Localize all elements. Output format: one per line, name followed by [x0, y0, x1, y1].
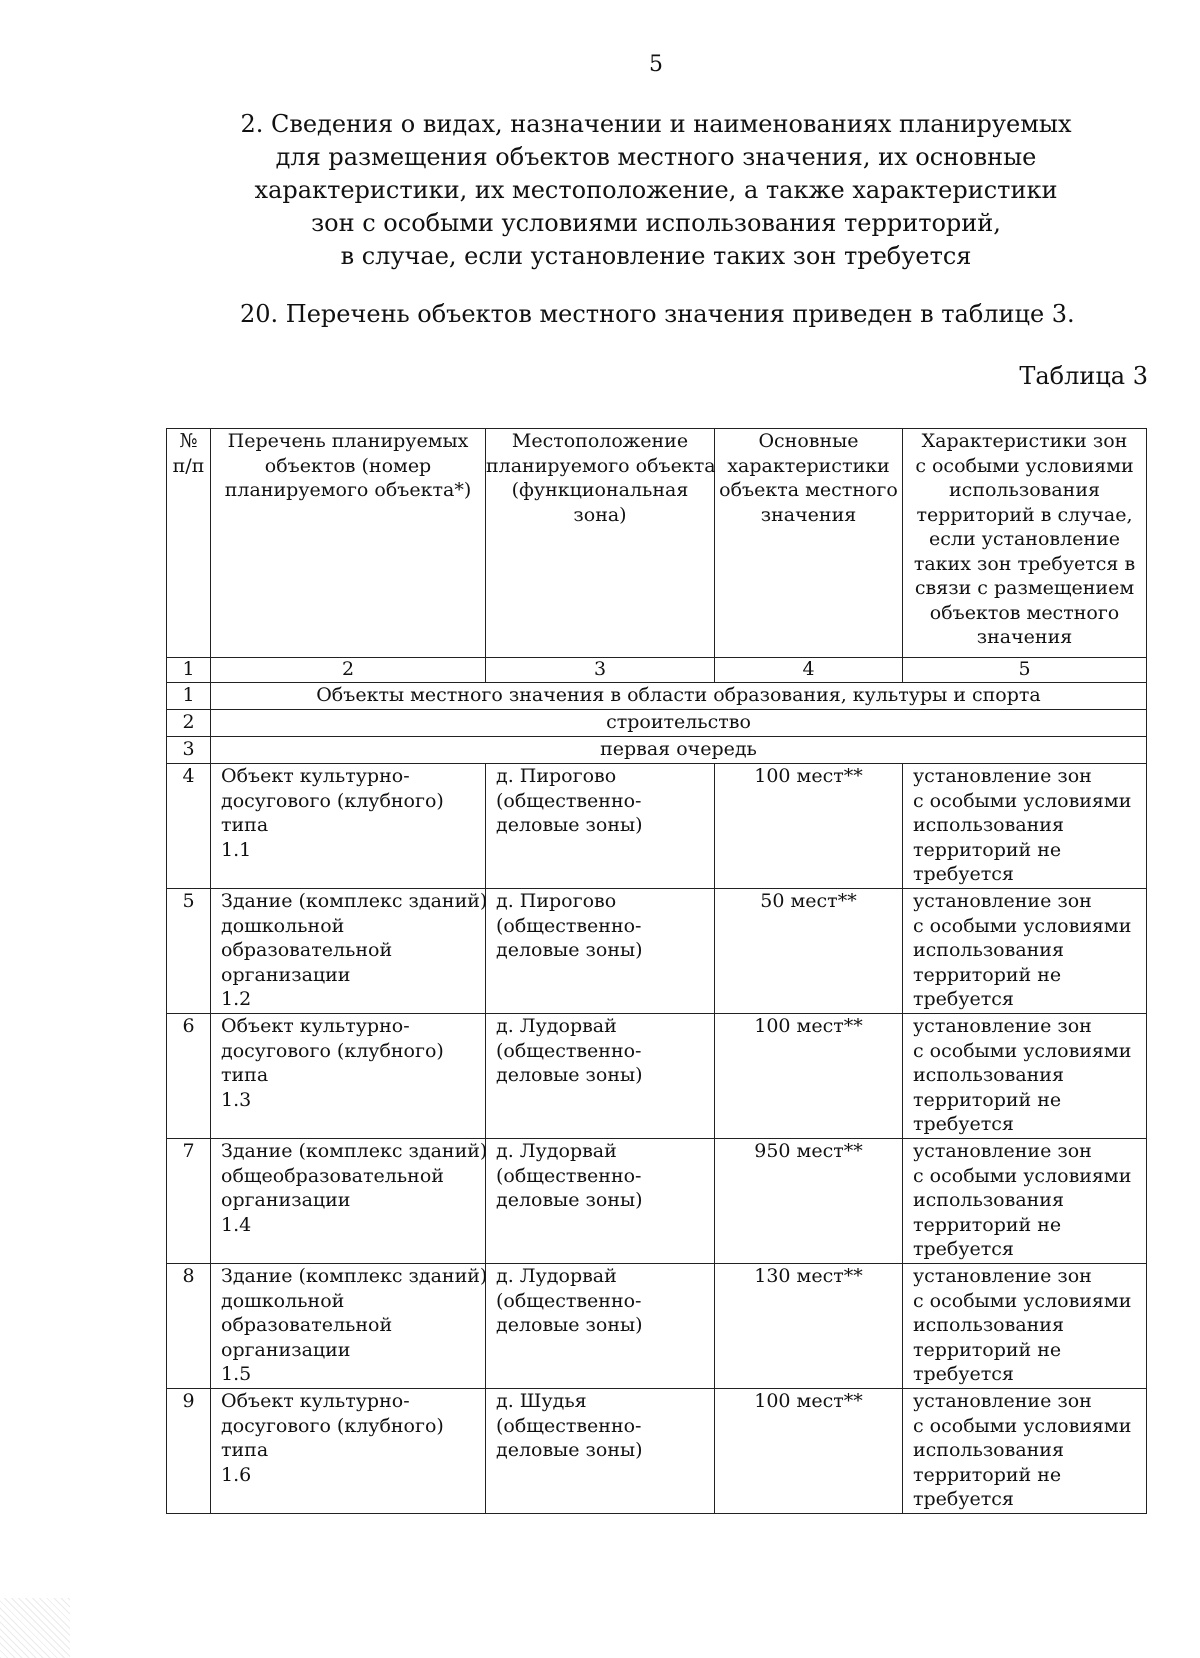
row-number: 6: [167, 1014, 211, 1139]
zone-cell: [903, 1139, 1147, 1264]
object-cell: [211, 1014, 486, 1139]
header-line: Перечень планируемых: [227, 430, 469, 452]
location-cell: [486, 889, 715, 1014]
cell-line: использования: [913, 1189, 1064, 1211]
group-row: [167, 737, 1147, 764]
header-line: зона): [573, 503, 627, 526]
section-title-line: в случае, если установление таких зон требуется: [340, 242, 972, 270]
cell-line: использования: [913, 939, 1064, 961]
column-number: 4: [715, 658, 903, 683]
header-line: п/п: [172, 454, 205, 477]
header-line: территорий в случае,: [916, 503, 1133, 526]
zone-cell: [903, 1389, 1147, 1514]
characteristic-cell: 950 мест**: [715, 1139, 903, 1264]
cell-line: требуется: [913, 1363, 1014, 1385]
column-number: 5: [903, 658, 1147, 683]
header-line: (функциональная: [511, 479, 689, 501]
cell-line: д. Лудорвай: [496, 1015, 617, 1037]
cell-line: территорий не: [913, 1338, 1062, 1361]
object-cell: [211, 1389, 486, 1514]
section-title-line: характеристики, их местоположение, а также характеристики: [254, 176, 1058, 204]
header-num: [167, 429, 211, 658]
zone-cell: [903, 889, 1147, 1014]
row-number: 4: [167, 764, 211, 889]
section-title: [200, 108, 1112, 273]
table-row: [167, 1139, 1147, 1264]
cell-line: установление зон: [913, 1140, 1092, 1162]
cell-line: Здание (комплекс зданий): [221, 1140, 488, 1162]
header-line: объекта местного: [719, 479, 898, 501]
cell-line: с особыми условиями: [913, 1289, 1132, 1312]
characteristic-cell: 100 мест**: [715, 1014, 903, 1139]
cell-line: деловые зоны): [496, 1064, 643, 1086]
cell-line: установление зон: [913, 765, 1092, 787]
cell-line: 1.6: [221, 1463, 252, 1486]
zone-cell: [903, 1264, 1147, 1389]
cell-line: установление зон: [913, 1015, 1092, 1037]
objects-table: [166, 428, 1147, 1514]
row-number: 3: [167, 737, 211, 764]
cell-line: использования: [913, 1064, 1064, 1086]
cell-line: территорий не: [913, 1088, 1062, 1111]
cell-line: (общественно-: [496, 789, 642, 812]
cell-line: досугового (клубного): [221, 1414, 444, 1437]
cell-line: требуется: [913, 988, 1014, 1010]
row-number: 7: [167, 1139, 211, 1264]
cell-line: территорий не: [913, 838, 1062, 861]
row-number: 1: [167, 683, 211, 710]
table-row: [167, 1389, 1147, 1514]
table-header-row: [167, 429, 1147, 658]
header-line: объектов местного: [929, 601, 1120, 624]
section-title-line: 2. Сведения о видах, назначении и наименованиях планируемых: [240, 110, 1072, 138]
cell-line: с особыми условиями: [913, 789, 1132, 812]
header-location: [486, 429, 715, 658]
cell-line: территорий не: [913, 1213, 1062, 1236]
cell-line: (общественно-: [496, 1289, 642, 1312]
cell-line: требуется: [913, 1488, 1014, 1510]
page-number: 5: [649, 52, 663, 77]
column-number: 2: [211, 658, 486, 683]
cell-line: использования: [913, 1439, 1064, 1461]
cell-line: использования: [913, 814, 1064, 836]
cell-line: территорий не: [913, 963, 1062, 986]
cell-line: типа: [221, 814, 269, 836]
group-row: [167, 710, 1147, 737]
section-title-line: для размещения объектов местного значения, их основные: [275, 143, 1037, 171]
cell-line: с особыми условиями: [913, 1414, 1132, 1437]
header-zones: [903, 429, 1147, 658]
cell-line: 1.2: [221, 988, 252, 1010]
characteristic-cell: 130 мест**: [715, 1264, 903, 1389]
location-cell: [486, 1014, 715, 1139]
cell-line: установление зон: [913, 890, 1092, 912]
column-number-row: [167, 658, 1147, 683]
cell-line: Объект культурно-: [221, 765, 410, 787]
cell-line: д. Пирогово: [496, 765, 617, 787]
header-line: Основные: [758, 430, 859, 452]
cell-line: (общественно-: [496, 1039, 642, 1062]
table-row: [167, 764, 1147, 889]
header-line: объектов (номер: [264, 454, 432, 477]
cell-line: досугового (клубного): [221, 1039, 444, 1062]
header-line: связи с размещением: [914, 577, 1135, 599]
cell-line: образовательной: [221, 1314, 393, 1336]
cell-line: образовательной: [221, 939, 393, 961]
cell-line: досугового (клубного): [221, 789, 444, 812]
table-row: [167, 1014, 1147, 1139]
object-cell: [211, 1139, 486, 1264]
header-line: использования: [949, 479, 1100, 501]
cell-line: дошкольной: [221, 914, 345, 937]
location-cell: [486, 764, 715, 889]
object-cell: [211, 1264, 486, 1389]
cell-line: (общественно-: [496, 1164, 642, 1187]
header-objects: [211, 429, 486, 658]
cell-line: с особыми условиями: [913, 1164, 1132, 1187]
cell-line: с особыми условиями: [913, 914, 1132, 937]
row-number: 8: [167, 1264, 211, 1389]
cell-line: с особыми условиями: [913, 1039, 1132, 1062]
header-line: №: [179, 430, 198, 452]
cell-line: требуется: [913, 863, 1014, 885]
cell-line: Объект культурно-: [221, 1390, 410, 1412]
cell-line: организации: [221, 963, 351, 986]
header-line: планируемого объекта*): [224, 479, 472, 501]
row-number: 5: [167, 889, 211, 1014]
cell-line: установление зон: [913, 1265, 1092, 1287]
characteristic-cell: 50 мест**: [715, 889, 903, 1014]
cell-line: территорий не: [913, 1463, 1062, 1486]
cell-line: организации: [221, 1338, 351, 1361]
header-characteristics: [715, 429, 903, 658]
cell-line: требуется: [913, 1238, 1014, 1260]
header-line: значения: [760, 503, 857, 526]
header-line: Местоположение: [511, 430, 689, 452]
intro-paragraph: 20. Перечень объектов местного значения приведен в таблице 3.: [240, 300, 1075, 328]
column-number: 1: [167, 658, 211, 683]
cell-line: дошкольной: [221, 1289, 345, 1312]
zone-cell: [903, 1014, 1147, 1139]
location-cell: [486, 1264, 715, 1389]
cell-line: типа: [221, 1439, 269, 1461]
cell-line: деловые зоны): [496, 1314, 643, 1336]
cell-line: деловые зоны): [496, 939, 643, 961]
row-number: 2: [167, 710, 211, 737]
object-cell: [211, 764, 486, 889]
table-row: [167, 889, 1147, 1014]
cell-line: деловые зоны): [496, 1439, 643, 1461]
cell-line: организации: [221, 1189, 351, 1211]
cell-line: (общественно-: [496, 914, 642, 937]
cell-line: установление зон: [913, 1390, 1092, 1412]
cell-line: д. Лудорвай: [496, 1265, 617, 1287]
zone-cell: [903, 764, 1147, 889]
table-row: [167, 1264, 1147, 1389]
cell-line: 1.5: [221, 1363, 252, 1385]
header-line: с особыми условиями: [915, 454, 1134, 477]
cell-line: Здание (комплекс зданий): [221, 1265, 488, 1287]
location-cell: [486, 1139, 715, 1264]
header-line: таких зон требуется в: [913, 552, 1136, 575]
cell-line: д. Пирогово: [496, 890, 617, 912]
cell-line: 1.3: [221, 1088, 252, 1111]
object-cell: [211, 889, 486, 1014]
cell-line: типа: [221, 1064, 269, 1086]
row-number: 9: [167, 1389, 211, 1514]
cell-line: Здание (комплекс зданий): [221, 890, 488, 912]
cell-line: д. Шудья: [496, 1390, 587, 1412]
cell-line: требуется: [913, 1113, 1014, 1135]
group-title: первая очередь: [211, 737, 1147, 764]
cell-line: Объект культурно-: [221, 1015, 410, 1037]
cell-line: 1.1: [221, 838, 252, 861]
cell-line: деловые зоны): [496, 814, 643, 836]
group-row: [167, 683, 1147, 710]
location-cell: [486, 1389, 715, 1514]
cell-line: (общественно-: [496, 1414, 642, 1437]
characteristic-cell: 100 мест**: [715, 764, 903, 889]
cell-line: использования: [913, 1314, 1064, 1336]
cell-line: общеобразовательной: [221, 1164, 444, 1187]
cell-line: деловые зоны): [496, 1189, 643, 1211]
group-title: Объекты местного значения в области образования, культуры и спорта: [211, 683, 1147, 710]
table-caption: Таблица 3: [1019, 362, 1148, 390]
header-line: характеристики: [727, 454, 890, 477]
section-title-line: зон с особыми условиями использования территорий,: [311, 209, 1001, 237]
cell-line: д. Лудорвай: [496, 1140, 617, 1162]
characteristic-cell: 100 мест**: [715, 1389, 903, 1514]
header-line: Характеристики зон: [921, 430, 1128, 452]
scan-noise: [0, 1598, 70, 1658]
header-line: планируемого объекта: [486, 454, 716, 477]
column-number: 3: [486, 658, 715, 683]
group-title: строительство: [211, 710, 1147, 737]
header-line: значения: [976, 626, 1073, 648]
cell-line: 1.4: [221, 1213, 252, 1236]
header-line: если установление: [928, 528, 1120, 550]
